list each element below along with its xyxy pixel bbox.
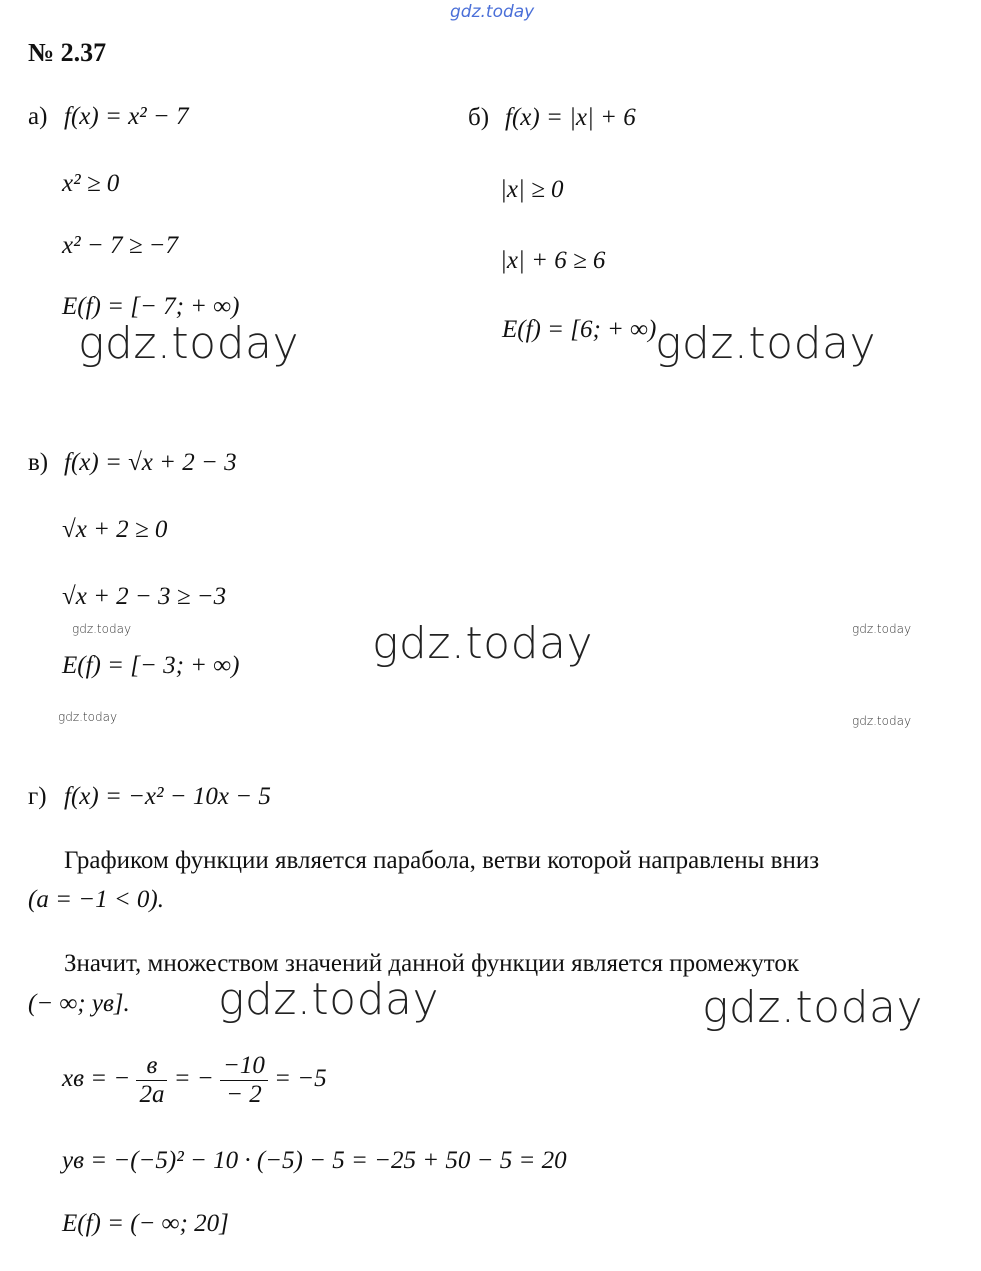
fraction-numerator: в xyxy=(136,1052,167,1081)
part-a-function: f(x) = x² − 7 xyxy=(64,103,189,130)
fraction-numerator: −10 xyxy=(220,1052,268,1081)
part-g-paragraph2-line1: Значит, множеством значений данной функции является промежуток xyxy=(64,950,800,977)
part-v-function: f(x) = √x + 2 − 3 xyxy=(64,449,237,476)
fraction-denominator: 2a xyxy=(139,1081,165,1108)
part-v-step2: √x + 2 − 3 ≥ −3 xyxy=(62,583,227,610)
watermark-large: gdz.today xyxy=(372,618,594,669)
x-vertex-left: xв = − xyxy=(62,1065,131,1093)
watermark-small: gdz.today xyxy=(852,714,912,728)
part-v-label: в) xyxy=(28,449,49,476)
watermark-small: gdz.today xyxy=(58,710,118,724)
part-b-function: f(x) = |x| + 6 xyxy=(505,104,636,131)
part-v-result: E(f) = [− 3; + ∞) xyxy=(62,652,240,679)
part-b-result: E(f) = [6; + ∞) xyxy=(502,316,657,343)
y-vertex-equation: yв = −(−5)² − 10 · (−5) − 5 = −25 + 50 − 5 = 20 xyxy=(62,1147,567,1174)
x-vertex-right: = −5 xyxy=(274,1065,327,1093)
fraction-b-over-2a xyxy=(136,1052,167,1109)
part-b-label: б) xyxy=(468,104,490,131)
fraction-minus10-over-minus2 xyxy=(220,1052,268,1109)
fraction-denominator: − 2 xyxy=(226,1081,262,1108)
watermark-large: gdz.today xyxy=(218,974,440,1025)
part-a-label: а) xyxy=(28,103,48,130)
watermark-large: gdz.today xyxy=(702,982,924,1033)
part-v-step1: √x + 2 ≥ 0 xyxy=(62,516,168,543)
part-g-result: E(f) = (− ∞; 20] xyxy=(62,1210,229,1237)
watermark-small: gdz.today xyxy=(72,622,132,636)
part-g-paragraph1-line1: Графиком функции является парабола, ветви которой направлены вниз xyxy=(64,847,820,874)
part-g-function: f(x) = −x² − 10x − 5 xyxy=(64,783,271,810)
watermark-large: gdz.today xyxy=(655,318,877,369)
watermark-small: gdz.today xyxy=(852,622,912,636)
part-b-step1: |x| ≥ 0 xyxy=(500,176,564,203)
part-g-paragraph2-line2: (− ∞; yв]. xyxy=(28,990,130,1017)
x-vertex-middle: = − xyxy=(173,1065,214,1093)
top-watermark: gdz.today xyxy=(450,2,535,22)
problem-number: № 2.37 xyxy=(28,38,107,67)
part-a-step1: x² ≥ 0 xyxy=(62,170,120,197)
part-a-step2: x² − 7 ≥ −7 xyxy=(62,232,179,259)
part-g-label: г) xyxy=(28,783,47,810)
watermark-large: gdz.today xyxy=(78,318,300,369)
part-a-result: E(f) = [− 7; + ∞) xyxy=(62,293,240,320)
part-b-step2: |x| + 6 ≥ 6 xyxy=(500,247,606,274)
part-g-paragraph1-line2: (a = −1 < 0). xyxy=(28,886,165,913)
x-vertex-equation xyxy=(62,1052,327,1109)
